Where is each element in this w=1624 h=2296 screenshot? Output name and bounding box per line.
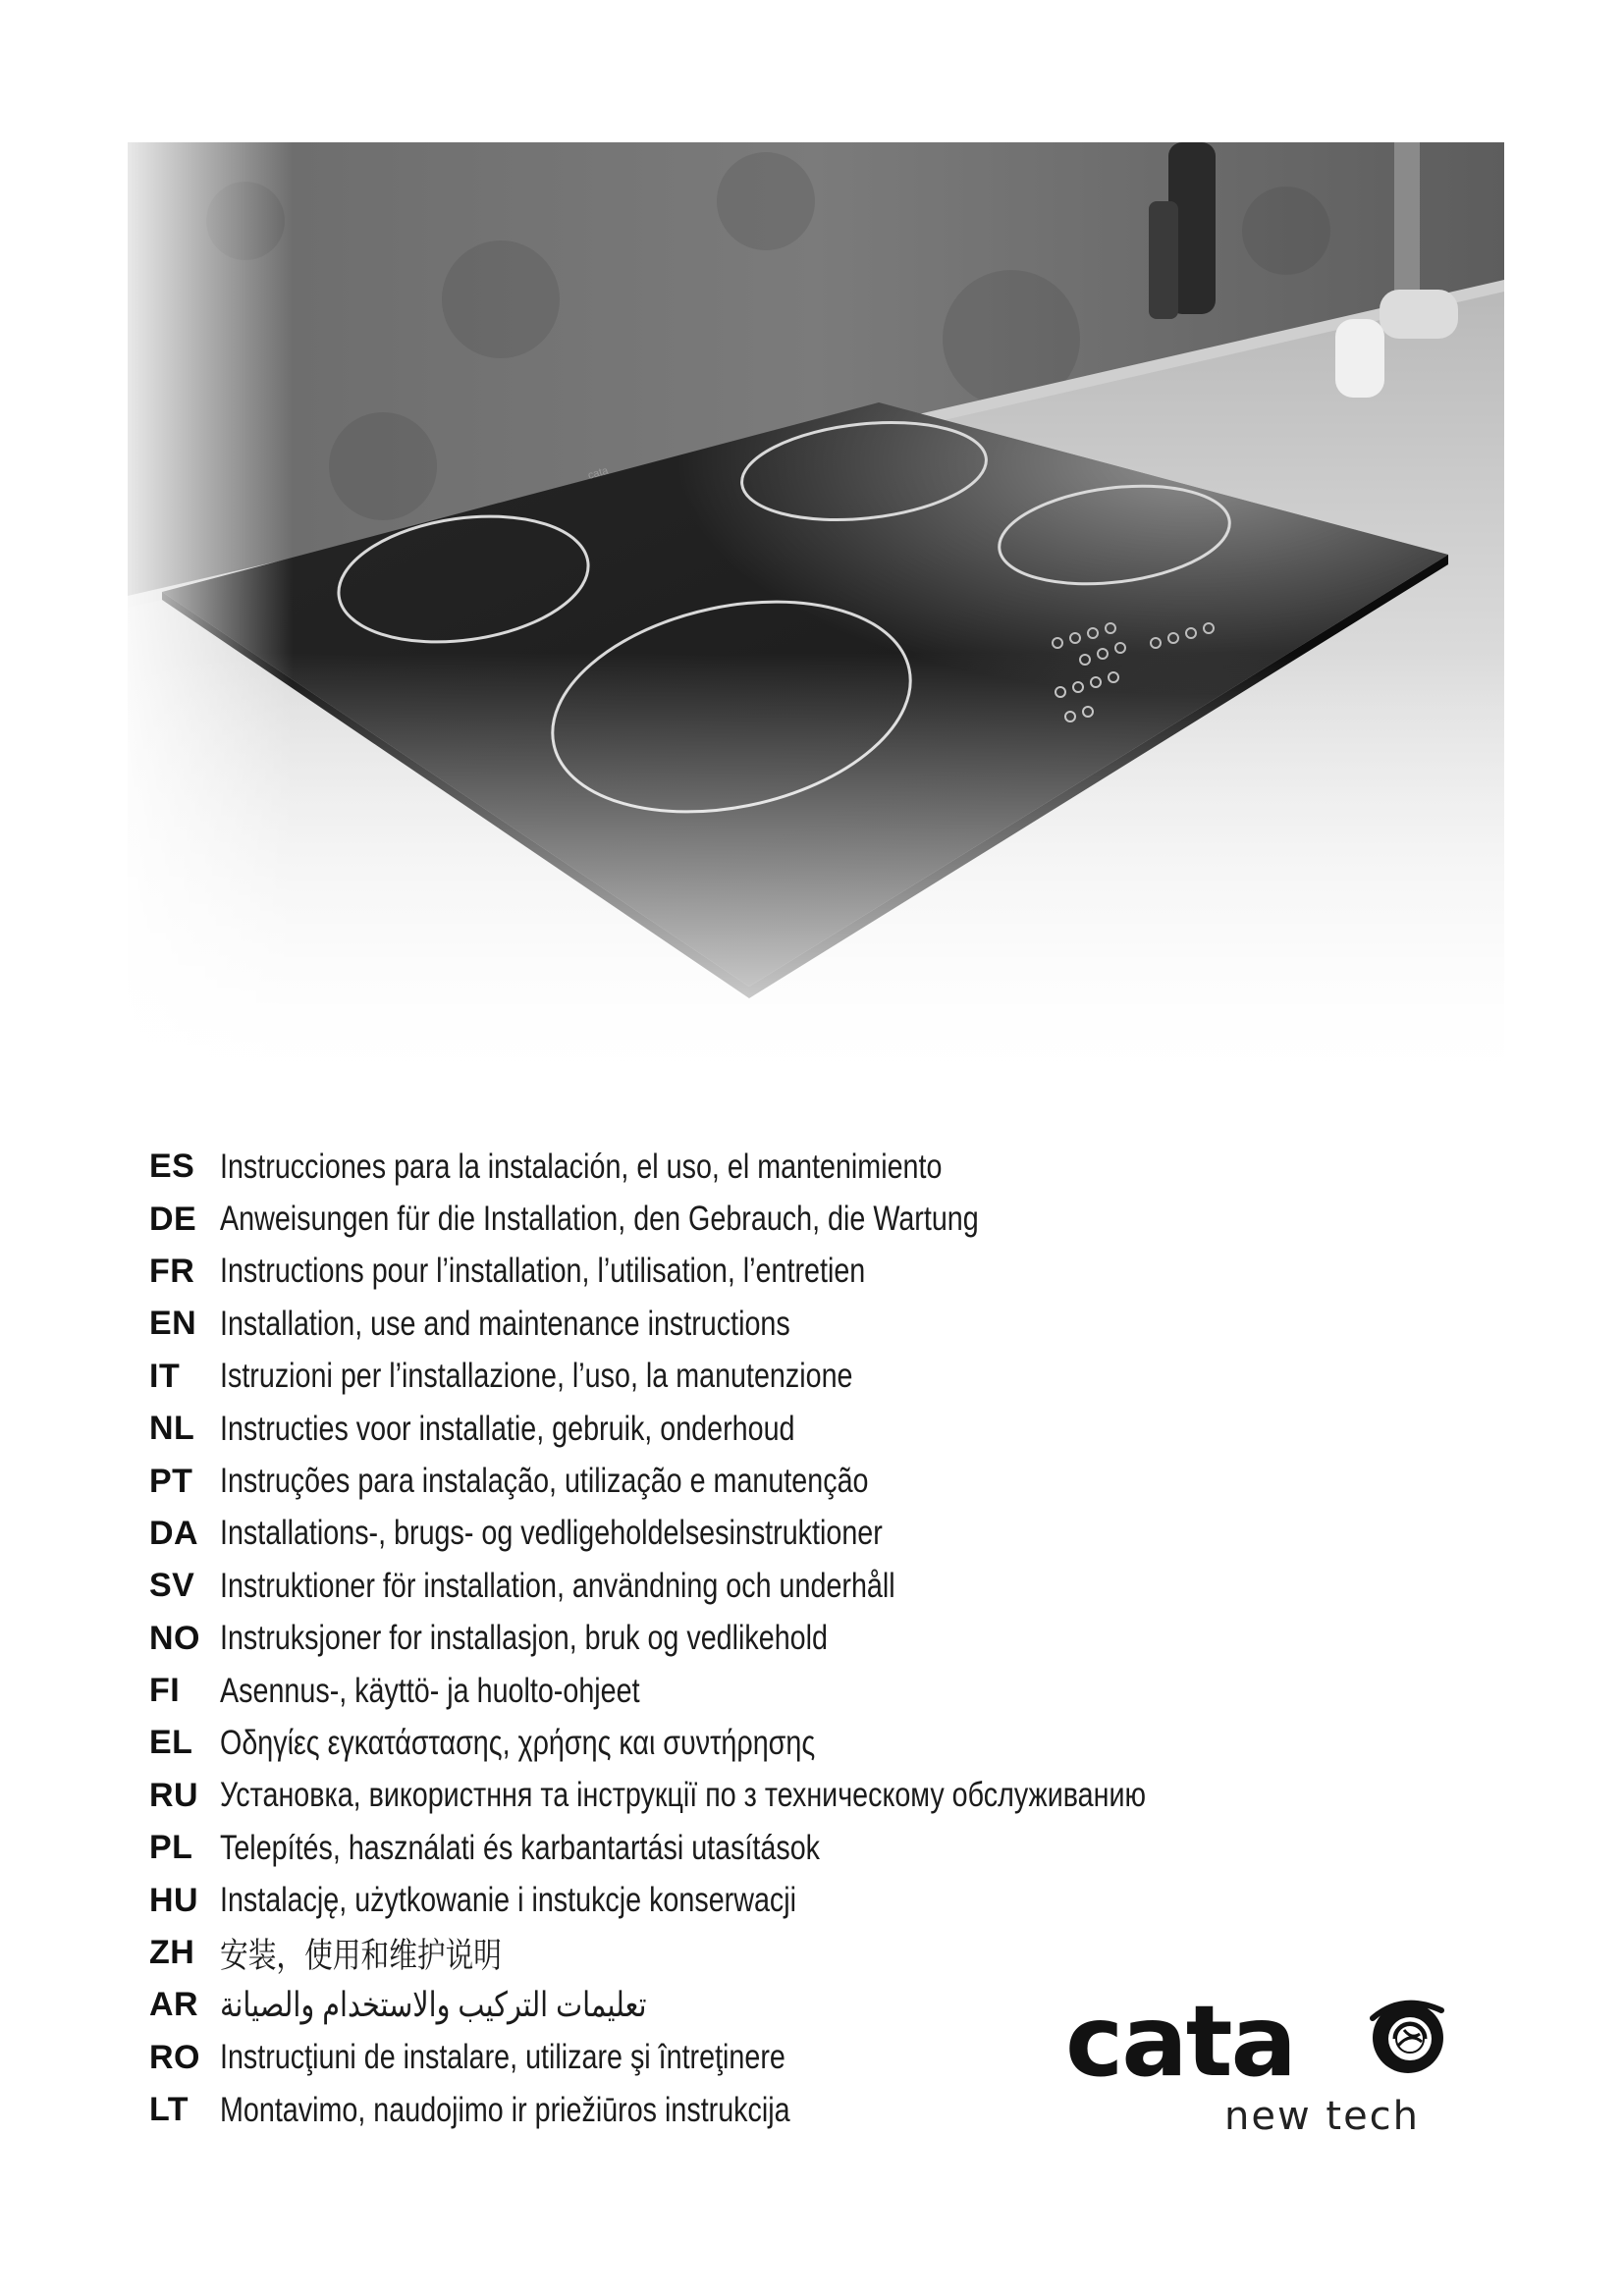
language-instruction-title: Instruções para instalação, utilização e manutenção [220, 1462, 869, 1501]
language-row-nl [149, 1403, 1269, 1455]
language-code: DA [149, 1514, 199, 1552]
language-row-da [149, 1508, 1269, 1560]
language-instruction-title: Instrucţiuni de instalare, utilizare şi întreţinere [220, 2038, 785, 2077]
cooktop-photo [128, 142, 1504, 1099]
language-code: AR [149, 1986, 199, 2024]
language-instruction-title: Asennus-, käyttö- ja huolto-ohjeet [220, 1671, 640, 1710]
language-instruction-title: Οδηγίες εγκατάστασης, χρήσης και συντήρησης [220, 1723, 816, 1762]
language-instruction-title: Instruksjoner for installasjon, bruk og vedlikehold [220, 1619, 828, 1658]
language-instruction-title: Instructies voor installatie, gebruik, onderhoud [220, 1409, 795, 1448]
brand-logo [1065, 1984, 1458, 2140]
language-row-en [149, 1298, 1269, 1350]
language-code: LT [149, 2091, 189, 2129]
language-code: FR [149, 1252, 195, 1290]
brand-tagline: new tech [1224, 2094, 1421, 2139]
language-code: NL [149, 1410, 195, 1448]
language-instruction-title: Instruktioner för installation, användning och underhåll [220, 1566, 895, 1605]
language-instruction-title: Installation, use and maintenance instructions [220, 1304, 790, 1343]
language-row-it [149, 1351, 1269, 1403]
language-row-zh [149, 1927, 1269, 1979]
language-row-de [149, 1193, 1269, 1245]
language-instruction-title: Anweisungen für die Installation, den Gebrauch, die Wartung [220, 1200, 979, 1239]
language-instruction-title: Установка, використння та інструкції по з техническому обслуживанию [220, 1776, 1147, 1815]
language-instruction-title: Telepítés, használati és karbantartási utasítások [220, 1828, 821, 1867]
language-instruction-title: Montavimo, naudojimo ir priežiūros instrukcija [220, 2090, 790, 2129]
language-code: FI [149, 1672, 181, 1710]
brand-name: cata [1065, 1984, 1296, 2099]
language-instruction-title: Istruzioni per l’installazione, l’uso, la manutenzione [220, 1357, 853, 1396]
language-code: EN [149, 1305, 197, 1343]
language-instruction-title: تعليمات التركيب والاستخدام والصيانة [220, 1985, 647, 2024]
language-row-el [149, 1717, 1269, 1769]
language-code: ZH [149, 1934, 195, 1972]
language-instruction-title: 安装，使用和维护说明 [220, 1936, 503, 1975]
cover-photo [128, 142, 1504, 1099]
language-code: DE [149, 1200, 197, 1238]
language-row-es [149, 1141, 1269, 1193]
globe-swirl-icon [1365, 1993, 1451, 2079]
language-code: PL [149, 1829, 193, 1867]
language-row-pt [149, 1455, 1269, 1507]
language-row-sv [149, 1560, 1269, 1612]
language-code: IT [149, 1357, 181, 1395]
language-instruction-title: Installations-, brugs- og vedligeholdelsesinstruktioner [220, 1514, 883, 1553]
language-row-pl [149, 1822, 1269, 1874]
language-code: EL [149, 1724, 193, 1762]
language-code: NO [149, 1619, 200, 1657]
language-instruction-title: Instrucciones para la instalación, el uso, el mantenimiento [220, 1147, 943, 1186]
language-row-hu [149, 1874, 1269, 1926]
language-code: ES [149, 1148, 195, 1186]
language-row-no [149, 1613, 1269, 1665]
language-instruction-title: Instructions pour l’installation, l’utilisation, l’entretien [220, 1252, 866, 1291]
language-code: RO [149, 2038, 200, 2076]
language-row-ru [149, 1770, 1269, 1822]
language-code: RU [149, 1776, 199, 1814]
language-row-fr [149, 1246, 1269, 1298]
language-code: SV [149, 1567, 195, 1605]
language-row-fi [149, 1665, 1269, 1717]
language-instruction-title: Instalację, użytkowanie i instukcje konserwacji [220, 1881, 797, 1920]
language-code: PT [149, 1462, 193, 1500]
language-code: HU [149, 1881, 199, 1919]
